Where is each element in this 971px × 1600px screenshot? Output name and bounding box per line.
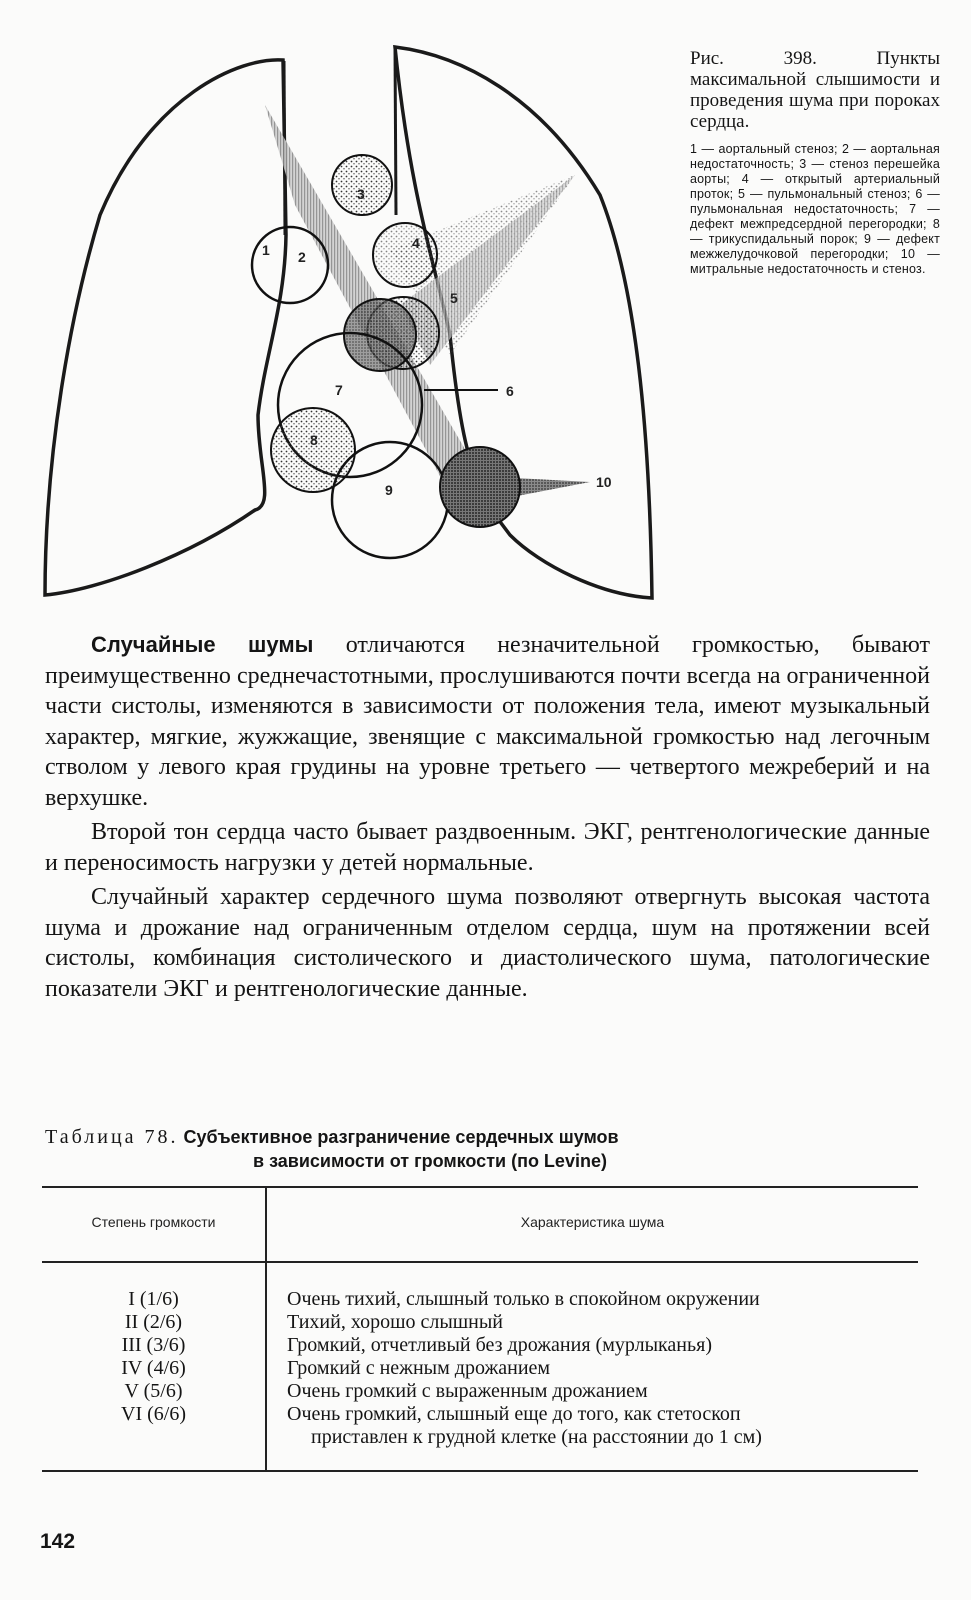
- marker-2: 2: [298, 249, 306, 265]
- figure-398: [40, 35, 670, 620]
- marker-3: 3: [357, 186, 365, 202]
- table-title-line1: Субъективное разграничение сердечных шумов: [183, 1127, 619, 1147]
- marker-8: 8: [310, 432, 318, 448]
- table-row: [42, 1380, 918, 1403]
- paragraph-1-heading: Случайные шумы: [91, 632, 314, 657]
- degree-cell: I (1/6): [128, 1288, 179, 1310]
- column-header-degree: Степень громкости: [91, 1214, 216, 1230]
- body-text: [45, 630, 930, 1008]
- heart-murmur-diagram: [40, 35, 670, 620]
- circle-10: [440, 447, 520, 527]
- description-cell: Очень тихий, слышный только в спокойном окружении: [287, 1288, 760, 1310]
- degree-cell: IV (4/6): [121, 1357, 186, 1379]
- paragraph-1: [45, 630, 930, 813]
- table-row: [42, 1334, 918, 1357]
- marker-1: 1: [262, 242, 270, 258]
- caption-legend: 1 — аортальный стеноз; 2 — аортальная недостаточность; 3 — стеноз перешейка аорты; 4 — открытый артериальный проток; 5 — пульмональный стеноз; 6 — пульмональная недостаточность; 7 — дефект межпредсердной перегородки; 8 — трикуспидальный порок; 9 — дефект межжелудочковой перегородки; 10 — митральные недостаточность и стеноз.: [690, 142, 940, 276]
- marker-6: 6: [506, 383, 514, 399]
- table-body: [42, 1288, 918, 1449]
- paragraph-1-text: отличаются незначительной громкостью, бывают преимущественно среднечастотными, прослушиваются почти всегда на ограниченной части систолы, изменяются в зависимости от положения тела, имеют музыкальный характер, мягкие, жужжащие, звенящие с максимальной громкостью над легочным стволом у левого края грудины на уровне третьего — четвертого межреберий и на верхушке.: [45, 632, 930, 811]
- caption-title: Рис. 398. Пункты максимальной слышимости и проведения шума при пороках сердца.: [690, 48, 940, 132]
- circle-9: [332, 442, 448, 558]
- table-row: [42, 1357, 918, 1380]
- degree-cell: II (2/6): [124, 1311, 183, 1333]
- description-cell: [287, 1403, 907, 1449]
- circle-8: [271, 408, 355, 492]
- description-cell: Тихий, хорошо слышный: [287, 1311, 504, 1333]
- table-bottom-rule: [42, 1470, 918, 1472]
- marker-10: 10: [596, 474, 612, 490]
- circle-4: [373, 223, 437, 287]
- description-text: Очень громкий, слышный еще до того, как стетоскоп: [287, 1403, 741, 1425]
- degree-cell: V (5/6): [124, 1380, 183, 1402]
- marker-5: 5: [450, 290, 458, 306]
- description-cell: Громкий с нежным дрожанием: [287, 1357, 551, 1379]
- paragraph-3: Случайный характер сердечного шума позволяют отвергнуть высокая частота шума и дрожание над ограниченным отделом сердца, шум на протяжении всей систолы, комбинация систолического и диастолического шума, патологические показатели ЭКГ и рентгенологические данные.: [45, 884, 930, 1002]
- circle-1-2: [252, 227, 328, 303]
- degree-cell: III (3/6): [121, 1334, 186, 1356]
- table-header-rule: [42, 1261, 918, 1263]
- table-row: [42, 1311, 918, 1334]
- marker-7: 7: [335, 382, 343, 398]
- table-label: Таблица 78.: [45, 1126, 179, 1148]
- description-cell: Очень громкий с выраженным дрожанием: [287, 1380, 648, 1402]
- degree-cell: VI (6/6): [121, 1403, 186, 1425]
- circle-3: [332, 155, 392, 215]
- marker-9: 9: [385, 482, 393, 498]
- description-cell: Громкий, отчетливый без дрожания (мурлыканья): [287, 1334, 712, 1356]
- column-header-characteristic: Характеристика шума: [520, 1214, 665, 1230]
- figure-caption: [690, 48, 940, 277]
- paragraph-2: Второй тон сердца часто бывает раздвоенным. ЭКГ, рентгенологические данные и переносимость нагрузки у детей нормальные.: [45, 819, 930, 876]
- page-number: 142: [40, 1530, 76, 1553]
- table-title-line2: в зависимости от громкости (по Levine): [253, 1151, 607, 1171]
- table-row: [42, 1403, 918, 1449]
- description-continuation: приставлен к грудной клетке (на расстоянии до 1 см): [311, 1426, 762, 1448]
- left-lung-outline: [45, 60, 286, 595]
- table-caption: [45, 1125, 930, 1173]
- table-row: [42, 1288, 918, 1311]
- marker-4: 4: [412, 235, 420, 251]
- table-top-rule: [42, 1186, 918, 1188]
- levine-table: [42, 1186, 918, 1472]
